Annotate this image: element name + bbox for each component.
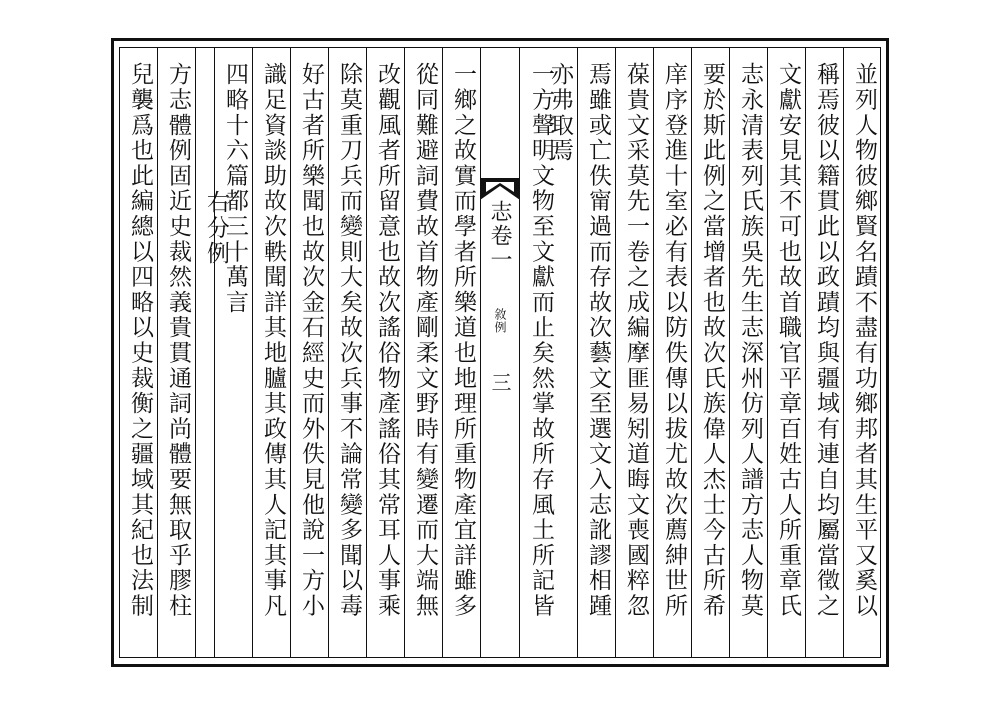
spine-page-number: 三 [488, 372, 512, 392]
spine-section: 敘例 [493, 308, 507, 334]
text-column: 並列人物彼鄉賢名蹟不盡有功鄉邦者其生平又奚以 [851, 62, 877, 619]
column-rule [157, 47, 158, 658]
column-rule [805, 47, 806, 658]
column-rule [442, 47, 443, 658]
spine-title: 志卷一 [487, 200, 512, 272]
text-column: 稱焉彼以籍貫此以政蹟均與疆域有連自均屬當徵之 [813, 62, 839, 619]
text-column: 從同難避詞費故首物產剛柔文野時有變遷而大端無 [412, 62, 438, 619]
column-rule [577, 47, 578, 658]
column-rule [214, 47, 215, 658]
text-column: 一鄉之故實而學者所樂道也地理所重物產宜詳雖多 [450, 62, 476, 619]
text-column: 四略十六篇都三十萬言 [222, 62, 248, 315]
column-rule [691, 47, 692, 658]
text-column: 方志體例固近史裁然義貴貫通詞尚體要無取乎膠柱 [165, 62, 191, 619]
text-column: 兒襲爲也此編總以四略以史裁衡之疆域其紀也法制 [127, 62, 153, 619]
text-column: 焉雖或亡佚甯過而存故次藝文至選文入志訛謬相踵 [585, 62, 611, 619]
column-rule [729, 47, 730, 658]
column-rule [843, 47, 844, 658]
column-rule [252, 47, 253, 658]
column-rule [404, 47, 405, 658]
column-rule [767, 47, 768, 658]
section-heading: 右分例 [203, 190, 229, 266]
text-column: 好古者所樂聞也故次金石經史而外佚見他說一方小 [298, 62, 324, 619]
column-rule [615, 47, 616, 658]
text-column: 亦弗取焉 [547, 62, 573, 164]
text-column: 葆貴文采莫先一卷之成編摩匪易矧道晦文喪國粹忽 [623, 62, 649, 619]
column-rule [195, 47, 196, 658]
text-column: 識足資談助故次軼聞詳其地臚其政傳其人記其事凡 [260, 62, 286, 619]
text-column: 要於斯此例之當增者也故次氏族偉人杰士今古所希 [699, 62, 725, 619]
text-column: 改觀風者所留意也故次謠俗物產謠俗其常耳人事乘 [374, 62, 400, 619]
column-rule [653, 47, 654, 658]
column-rule [290, 47, 291, 658]
text-column: 一方聲明文物至文獻而止矣然掌故所存風土所記皆 [528, 62, 554, 619]
fish-tail-mark [480, 178, 520, 202]
page-spine [480, 47, 519, 658]
spine-rule [519, 47, 520, 658]
text-column: 文獻安見其不可也故首職官平章百姓古人所重章氏 [775, 62, 801, 619]
text-column: 庠序登進十室必有表以防佚傳以拔尤故次薦紳世所 [661, 62, 687, 619]
text-column: 志永清表列氏族吳先生志深州仿列人譜方志人物莫 [737, 62, 763, 619]
column-rule [328, 47, 329, 658]
column-rule [366, 47, 367, 658]
text-column: 除莫重刀兵而變則大矣故次兵事不論常變多聞以毒 [336, 62, 362, 619]
